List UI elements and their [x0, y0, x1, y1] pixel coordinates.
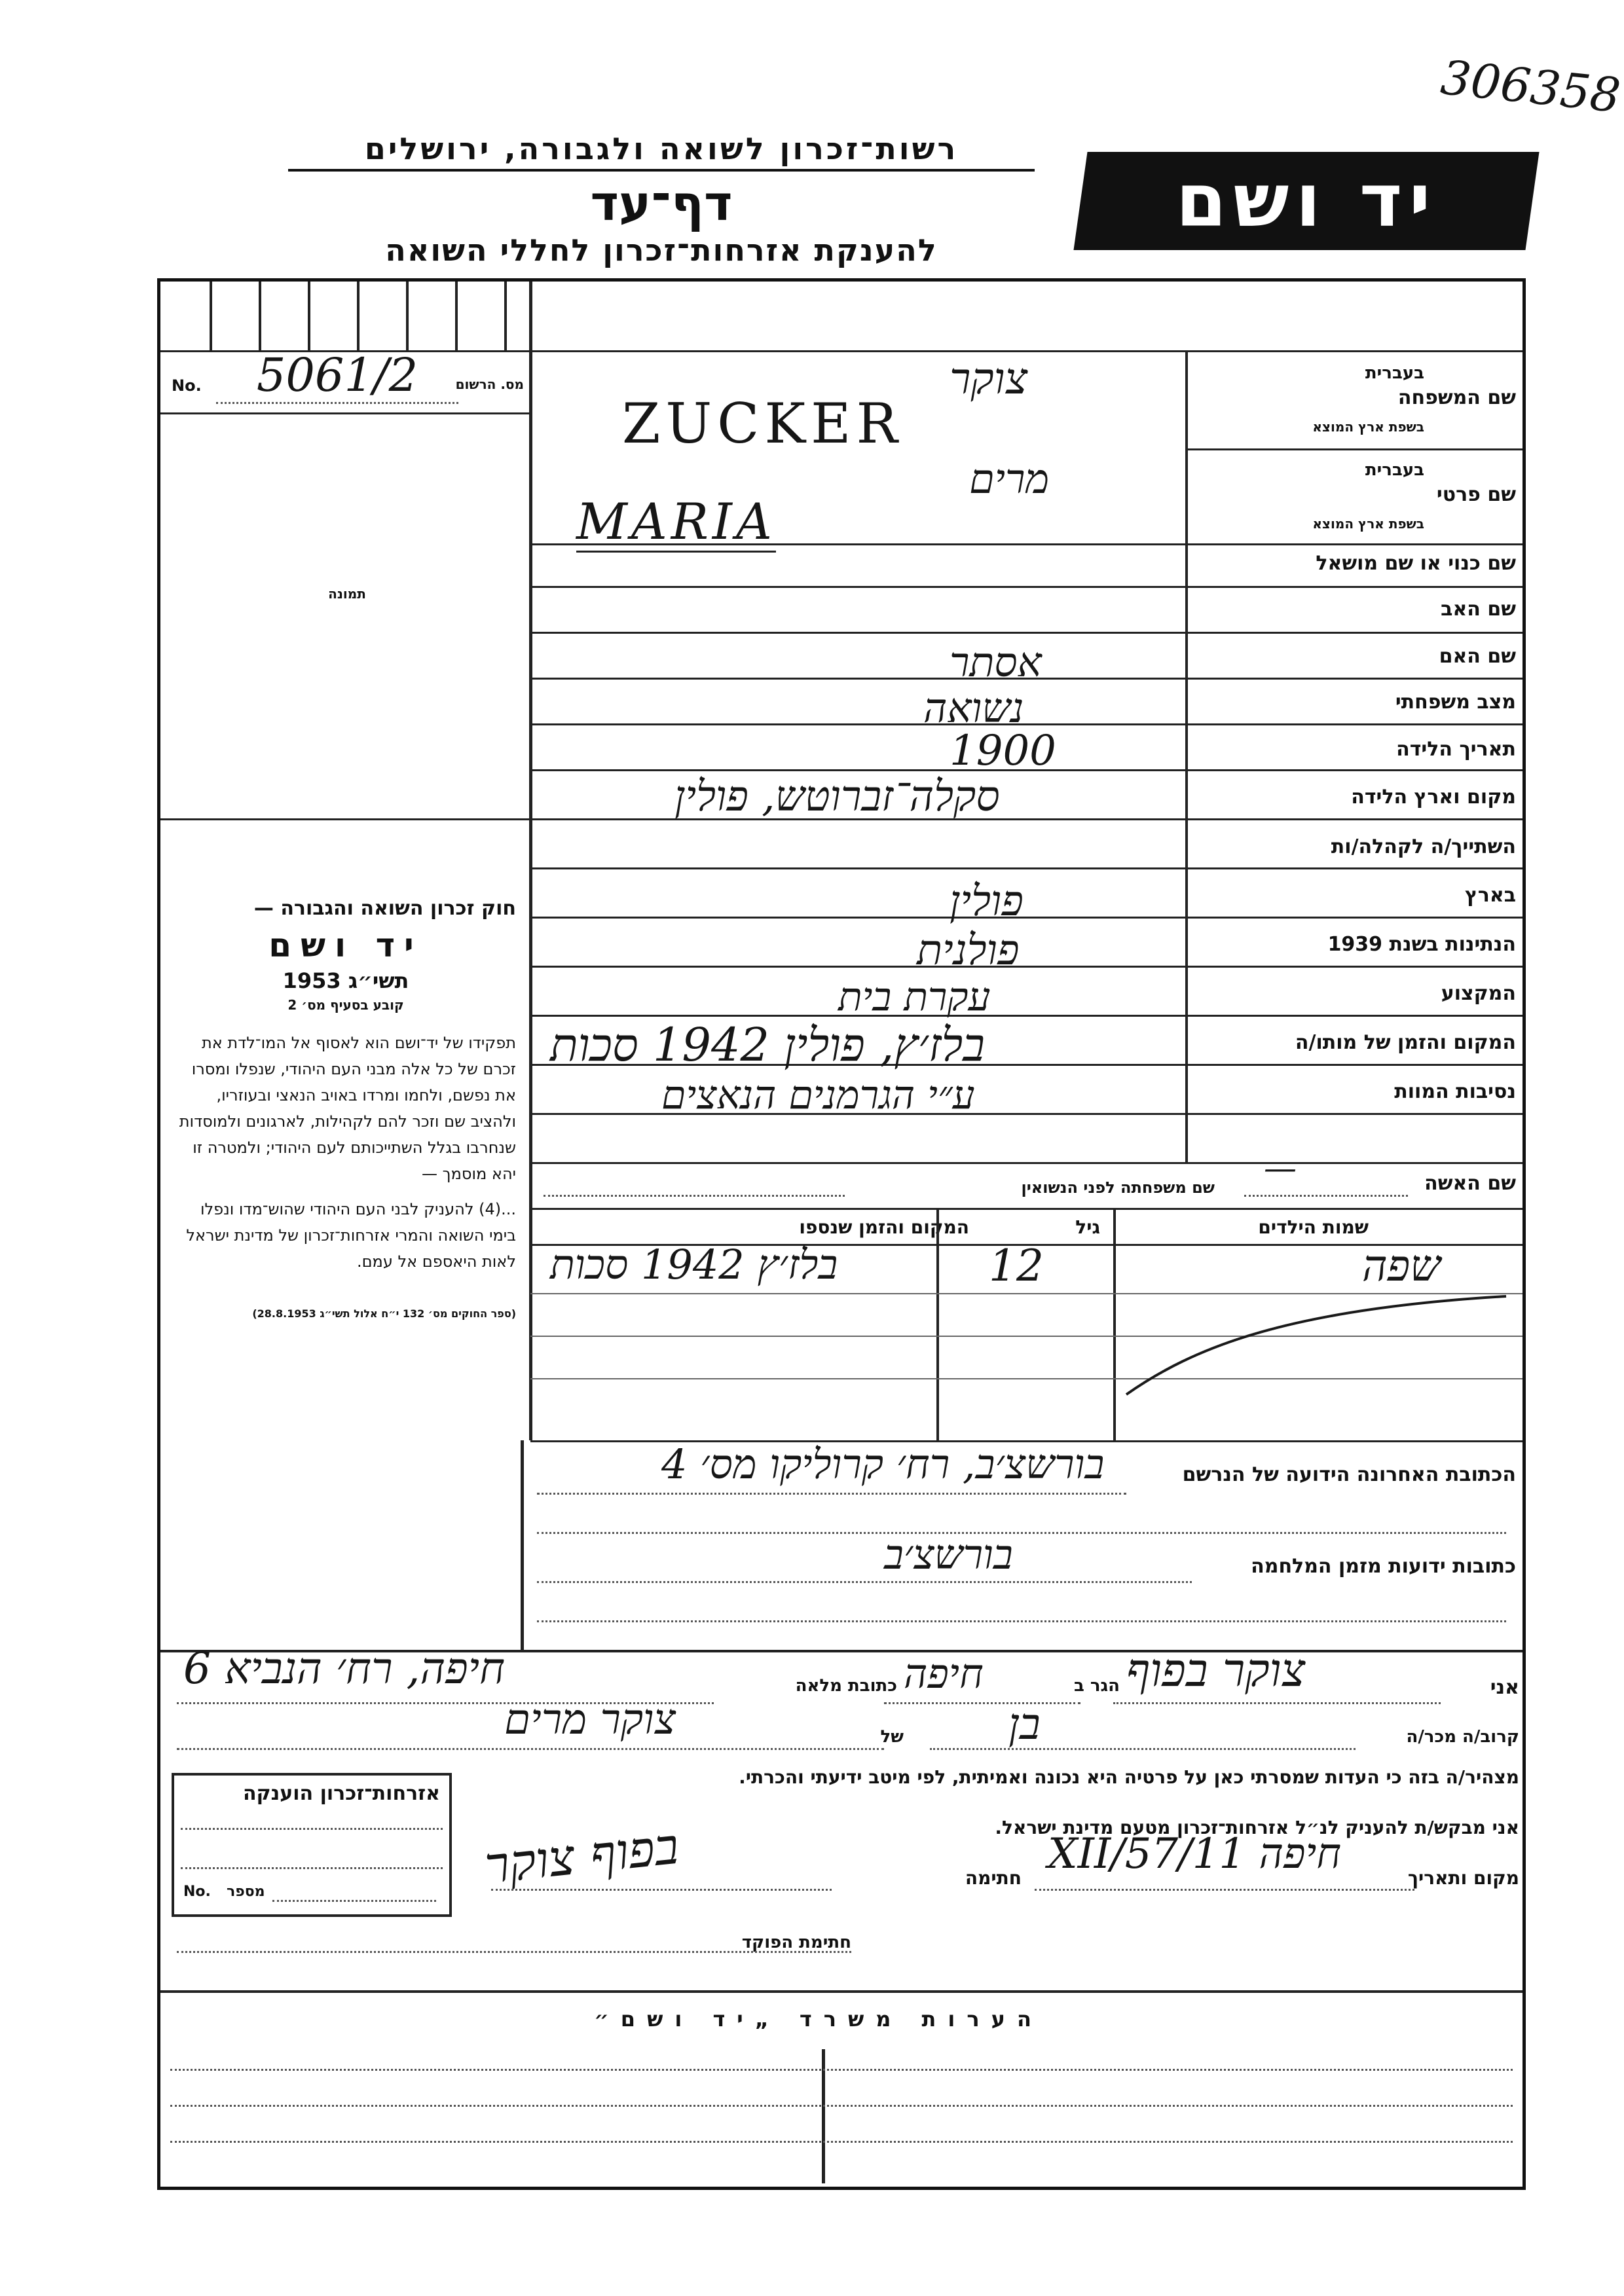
family-name-origin-label: בשפת ארץ המוצא — [1312, 419, 1424, 435]
law-name: יד ושם — [268, 926, 423, 964]
marital-value: נשואה — [923, 684, 1024, 732]
child-rows-strike-mark — [1113, 1283, 1519, 1401]
signature-value: בפוף צוקר — [482, 1816, 682, 1895]
community-label: השתייך/ה לקהלה/ות — [1331, 835, 1516, 858]
photo-label: תמונה — [328, 586, 366, 602]
war-address-value: בורשצ׳ב — [884, 1531, 1013, 1578]
declarant-name-value: צוקר בפוף — [1126, 1643, 1306, 1697]
declarant-relation-label: קרוב/ה מכר/ה — [1406, 1727, 1519, 1747]
nickname-label: שם כנוי או שם מושאל — [1316, 552, 1516, 575]
father-label: שם האב — [1441, 598, 1516, 621]
citizenship-value: פולנית — [917, 926, 1020, 975]
mother-label: שם האם — [1439, 645, 1516, 668]
law-citation: (ספר החוקים מס׳ 132 י״ח אלול תשי״ג 28.8.1953) — [252, 1307, 516, 1320]
death-circumstances-value: ע״י הגרמנים הנאצים — [661, 1072, 975, 1118]
declarant-of-label: של — [880, 1727, 904, 1747]
declarant-relation-value: בן — [1008, 1699, 1041, 1749]
family-name-hebrew-label: בעברית — [1365, 363, 1424, 383]
authority-name: רשות־זכרון לשואה ולגבורה, ירושלים — [288, 131, 1035, 172]
law-text-1: תפקידו של יד־ושם הוא לאסוף אל המו־לדת את זכרם של כל אלה מבני העם היהודי, שנפלו ומסרו את נפשם, ולחמו ומרדו באויב הנאצי ובעוזריו, ולהציב שם וזכר להם לקהילות, לארגונים ולמוסדות שנחרבו בגלל השתייכותם לעם היהודי; ולמטרה זו יהא מוסמך — — [179, 1034, 516, 1183]
place-date-value: חיפה 11/XII/57 — [1048, 1830, 1342, 1878]
law-clause: קובע בסעיף מס׳ 2 — [287, 997, 404, 1013]
archive-number: 306358 — [1438, 49, 1623, 124]
wife-value: — — [1264, 1149, 1297, 1187]
wife-label: שם האשה — [1424, 1172, 1516, 1195]
wife-maiden-label: שם משפחתה לפני הנשואין — [1021, 1178, 1215, 1197]
first-name-label: שם פרטי — [1436, 483, 1516, 506]
registration-label-en: No. — [172, 376, 202, 395]
country-value: פולין — [950, 877, 1024, 926]
place-date-label: מקום ותאריך — [1407, 1867, 1519, 1889]
declarant-statement: מצהיר/ה בזה כי העדות שמסרתי כאן על פרטיה היא נכונה ואמיתית, לפי מיטב ידיעתי והכרתי. — [739, 1766, 1519, 1788]
family-name-origin-value: ZUCKER — [622, 392, 903, 456]
children-age-header: גיל — [1075, 1216, 1100, 1238]
profession-value: עקרת בית — [838, 974, 991, 1020]
citizenship-granted-box — [172, 1773, 452, 1917]
first-name-hebrew-label: בעברית — [1365, 460, 1424, 480]
children-place-header: המקום והזמן שנספו — [799, 1216, 969, 1238]
war-address-label: כתובות ידועות מזמן המלחמה — [1251, 1555, 1516, 1578]
form-subtitle: להענקת אזרחות־זכרון לחללי השואה — [385, 232, 938, 268]
last-address-label: הכתובת האחרונה הידועה של הנרשם — [1182, 1463, 1516, 1486]
officer-signature-label: חתימת הפוקד — [741, 1933, 851, 1952]
last-address-value: בורשצ׳ב, רח׳ קרוליקו מס׳ 4 — [661, 1440, 1105, 1488]
citizenship-box-no: No. — [183, 1884, 211, 1900]
family-name-label: שם המשפחה — [1397, 386, 1516, 409]
declarant-of-value: צוקר מרים — [504, 1696, 676, 1744]
child-name-1: שפה — [1362, 1241, 1441, 1291]
mother-value: אסתר — [950, 638, 1042, 686]
citizenship-1939-label: הנתינות בשנת 1939 — [1327, 933, 1516, 956]
citizenship-box-number-label: מספר — [227, 1884, 265, 1900]
first-name-hebrew-value: מרים — [969, 455, 1050, 503]
registration-label: מס. הרשום — [455, 376, 524, 392]
declarant-resides-label: הגר ב — [1073, 1676, 1120, 1696]
birth-place-label: מקום וארץ הלידה — [1351, 786, 1516, 809]
children-names-header: שמות הילדים — [1258, 1216, 1369, 1238]
death-place-label: המקום והזמן של מותו/ה — [1295, 1031, 1516, 1054]
first-name-origin-value: MARIA — [576, 492, 776, 553]
citizenship-box-title: אזרחות־זכרון הוענקה — [242, 1782, 440, 1805]
remarks-label: הערות משרד „יד ושם״ — [594, 2007, 1043, 2032]
declarant-request: אני מבקש/ת להעניק לנ״ל אזרחות־זכרון מטעם מדינת ישראל. — [995, 1817, 1519, 1838]
birth-place-value: סקלה־זברוטש, פולין — [674, 773, 1000, 821]
law-text-2: ...(4) להעניק לבני העם היהודי שהוש־מדו ונפלו בימי השואה והמרי אזרחות־זכרון של מדינת ישראל לאות היאספם אל עמם. — [186, 1200, 516, 1271]
registration-number: 5061/2 — [216, 348, 458, 404]
family-name-hebrew-value: צוקר — [950, 354, 1028, 404]
death-circumstances-label: נסיבות המוות — [1394, 1080, 1516, 1103]
first-name-origin-label: בשפת ארץ המוצא — [1312, 516, 1424, 532]
birth-date-label: תאריך הלידה — [1396, 738, 1516, 761]
child-age-1: 12 — [989, 1241, 1044, 1291]
declarant-i-label: אני — [1490, 1676, 1519, 1699]
declarant-full-address-label: כתובת מלאה — [795, 1676, 897, 1696]
country-label: בארץ — [1464, 884, 1516, 907]
child-place-time-1: בלז׳ץ 1942 סכות — [550, 1241, 838, 1288]
law-year: תשי״ג 1953 — [282, 968, 409, 993]
marital-label: מצב משפחתי — [1395, 691, 1516, 714]
death-place-value: בלז׳ץ, פולין 1942 סכות — [550, 1018, 985, 1072]
declarant-city-value: חיפה — [904, 1650, 984, 1698]
law-text-block — [175, 897, 516, 1320]
law-heading: חוק זכרון השואה והגבורה — — [253, 897, 516, 920]
form-title: דף־עד — [590, 175, 733, 232]
birth-date-value: 1900 — [950, 727, 1056, 775]
profession-label: המקצוע — [1441, 982, 1516, 1005]
yad-vashem-logo: יד ושם — [1073, 152, 1539, 250]
signature-label: חתימה — [965, 1867, 1022, 1889]
declarant-full-address-value: חיפה, רח׳ הנביא 6 — [183, 1643, 506, 1694]
